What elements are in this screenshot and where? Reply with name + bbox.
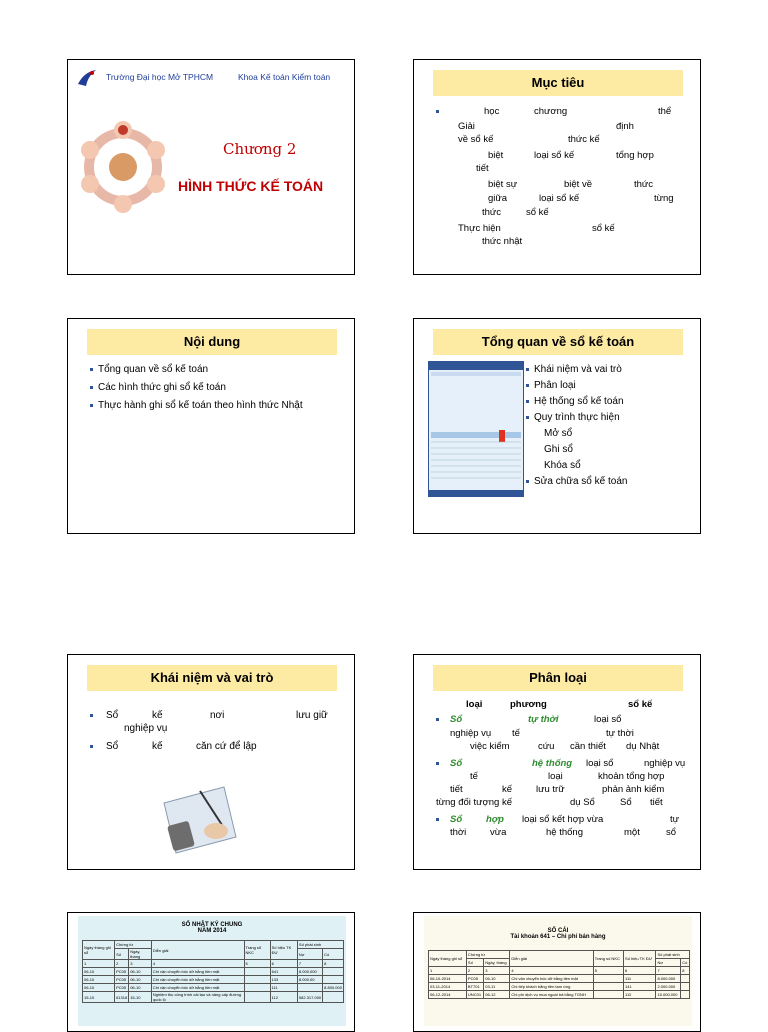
table-header: Số hiệu TK ĐƯ	[270, 941, 297, 960]
text-fragment: học	[484, 106, 500, 117]
slide-heading: Nội dung	[87, 329, 337, 355]
table-header: Chứng từ	[115, 941, 152, 949]
bullet-icon	[436, 110, 439, 113]
journal-title: SỔ NHẬT KÝ CHUNG	[181, 922, 243, 928]
text-fragment: tự thời	[606, 728, 634, 739]
table-row: 03-11-2014 BT701 03-11 Chi tiếp khách bằng tiền tạm ứng 141 2.000.000	[429, 983, 690, 991]
slide-heading: Mục tiêu	[433, 70, 683, 96]
text-fragment: về sổ kế	[458, 134, 494, 145]
slide-heading: Tổng quan về sổ kế toán	[433, 329, 683, 355]
text-fragment: tự	[670, 814, 679, 825]
text-fragment: tổng hợp	[616, 150, 654, 161]
list-item-label: Các hình thức ghi sổ kế toán	[98, 382, 226, 393]
slide-general-journal[interactable]	[67, 912, 355, 1032]
chapter-title: HÌNH THỨC KẾ TOÁN	[178, 178, 324, 194]
bullet-icon	[526, 384, 529, 387]
text-fragment: lưu giữ	[296, 710, 328, 721]
text-fragment: loại sổ	[586, 758, 614, 769]
text-fragment: hệ thống	[532, 758, 573, 769]
text-fragment: biệt về	[564, 179, 592, 190]
list-item-label: Thực hành ghi sổ kế toán theo hình thức Nhật	[98, 400, 303, 411]
text-fragment: hợp	[486, 814, 504, 825]
text-fragment: tiết	[450, 784, 463, 795]
slide-objectives[interactable]	[413, 59, 701, 275]
table-header: Nợ	[656, 959, 681, 967]
bullet-icon	[90, 404, 93, 407]
journal-table	[82, 940, 344, 1003]
list-item-label: Quy trình thực hiện	[534, 412, 620, 423]
bullet-icon	[526, 400, 529, 403]
text-fragment: thức nhật	[482, 236, 523, 247]
table-header: Số phát sinh	[656, 951, 690, 959]
text-fragment: Sổ	[106, 710, 119, 721]
sub-list-item: Ghi sổ	[544, 444, 573, 455]
sub-list-item: Khóa sổ	[544, 460, 581, 471]
text-fragment: tự thời	[528, 714, 559, 725]
school-name: Trường Đại học Mở TPHCM	[106, 72, 214, 82]
calculator-pen-image	[160, 781, 238, 859]
text-fragment: thức	[634, 179, 654, 190]
list-item	[526, 379, 576, 392]
text-fragment: tiết	[476, 163, 489, 174]
list-item	[526, 395, 624, 408]
slide-overview[interactable]	[413, 318, 701, 534]
slide-classification[interactable]	[413, 654, 701, 870]
table-header: Số phát sinh	[297, 941, 343, 949]
text-fragment: cứu	[538, 741, 555, 752]
list-item-label: Khái niệm và vai trò	[534, 364, 622, 375]
slide-general-ledger[interactable]	[413, 912, 701, 1032]
table-header: Nợ	[297, 949, 322, 960]
table-header: Số	[466, 959, 483, 967]
text-fragment: thức	[482, 207, 502, 218]
list-item	[526, 411, 620, 424]
text-fragment: Sổ	[106, 741, 119, 752]
text-fragment: chương	[534, 106, 568, 117]
text-fragment: Sổ	[450, 758, 463, 769]
list-item	[90, 399, 303, 412]
bullet-icon	[436, 818, 439, 821]
slide-heading: Khái niệm và vai trò	[87, 665, 337, 691]
table-header: Trang sổ NKC	[244, 941, 270, 960]
text-fragment: loại sổ kế	[534, 150, 575, 161]
ledger-table	[428, 950, 690, 999]
text-fragment: hệ thống	[546, 827, 583, 838]
text-fragment: thức kế	[568, 134, 600, 145]
spreadsheet-screenshot-image	[428, 361, 524, 497]
text-fragment: kế	[152, 741, 163, 752]
list-item	[90, 363, 208, 376]
table-row: 06-10-2014 PC05 06-10 Chi vận chuyển bốc dỡ bằng tiền mặt 111 8.000.000	[429, 975, 690, 983]
bullet-icon	[436, 762, 439, 765]
bullet-icon	[90, 386, 93, 389]
table-header: Diễn giải	[151, 941, 244, 960]
text-fragment: nơi	[210, 710, 225, 721]
slide-heading: Phân loại	[433, 665, 683, 691]
index-row: 1 2 3 4 5 6 7 8	[429, 967, 690, 975]
table-header: Trang số NKC	[593, 951, 623, 967]
table-header: Ngày tháng ghi sổ	[83, 941, 115, 960]
text-fragment: căn cứ để lập	[196, 741, 257, 752]
text-fragment: phản ảnh kiểm	[602, 784, 665, 795]
sub-list-item: Mở sổ	[544, 428, 573, 439]
list-item	[90, 381, 226, 394]
ledger-title: SỔ CÁI	[547, 928, 569, 934]
table-row: 15-10 61318 15-10 Nghiệm thu công trình cải tạo và nâng cấp đường quốc lộ 112 582.317.000	[83, 992, 344, 1003]
text-fragment: Giải	[458, 121, 475, 132]
list-item	[526, 475, 627, 488]
text-fragment: sổ kế	[628, 699, 653, 710]
text-fragment: dụ Nhật	[626, 741, 660, 752]
text-fragment: loại sổ kết hợp vừa	[522, 814, 604, 825]
journal-sheet	[78, 916, 346, 1026]
table-row: 06-12-2014 UNC01 06-12 Chi phí dịch vụ mua ngoài trả bằng TGNH 112 15.000.000	[429, 991, 690, 999]
text-fragment: định	[616, 121, 634, 132]
text-fragment: nghiệp vụ	[450, 728, 492, 739]
text-fragment: nghiệp vụ	[644, 758, 686, 769]
table-header: Số hiệu TK ĐƯ	[624, 951, 656, 967]
faculty-name: Khoa Kế toán Kiểm toán	[238, 72, 331, 82]
list-item-label: Hệ thống sổ kế toán	[534, 396, 624, 407]
text-fragment: tế	[512, 728, 520, 739]
text-fragment: dụ Sổ	[570, 797, 595, 808]
table-header: Ngày, tháng	[484, 959, 510, 967]
table-header: Chứng từ	[466, 951, 509, 959]
text-fragment: loại sổ kế	[539, 193, 580, 204]
text-fragment: kế	[152, 710, 163, 721]
text-fragment: phương	[510, 699, 547, 710]
text-fragment: thời	[450, 827, 467, 838]
text-fragment: biệt	[488, 150, 504, 161]
table-header: Ngày, tháng	[129, 949, 152, 960]
text-fragment: Sổ	[450, 714, 463, 725]
text-fragment: việc kiểm	[470, 741, 510, 752]
bullet-icon	[90, 368, 93, 371]
text-fragment: giữa	[488, 193, 508, 204]
table-header: Có	[681, 959, 690, 967]
text-fragment: loại sổ	[594, 714, 622, 725]
journal-year: NĂM 2014	[197, 928, 227, 934]
chapter-label: Chương 2	[223, 140, 297, 158]
text-fragment: tế	[470, 771, 478, 782]
table-header: Diễn giải	[510, 951, 593, 967]
slide-contents[interactable]	[67, 318, 355, 534]
table-row: 06-10 PC05 06-10 Chi vận chuyển bốc dỡ bằng tiền mặt 641 8.000.000	[83, 968, 344, 976]
text-fragment: sổ kế	[592, 223, 615, 234]
text-fragment: Sổ	[620, 797, 632, 808]
list-item-label: Sửa chữa sổ kế toán	[534, 476, 628, 487]
table-header: Số	[115, 949, 129, 960]
slide-title[interactable]	[67, 59, 355, 275]
table-row: 06-10 PC05 06-10 Chi vận chuyển bốc dỡ bằng tiền mặt 133 8.000.00	[83, 976, 344, 984]
text-fragment: lưu trữ	[536, 784, 565, 795]
index-row: 1 2 3 4 5 6 7 8	[83, 960, 344, 968]
list-item	[526, 363, 622, 376]
text-fragment: cần thiết	[570, 741, 606, 752]
text-fragment: sổ kế	[526, 207, 549, 218]
text-fragment: Thực hiện	[458, 223, 501, 234]
bullet-icon	[526, 480, 529, 483]
ledger-sheet	[424, 916, 692, 1026]
text-fragment: loại	[466, 699, 483, 710]
table-header: Có	[323, 949, 344, 960]
text-fragment: nghiệp vụ	[124, 723, 168, 734]
bullet-icon	[436, 718, 439, 721]
bullet-icon	[90, 714, 93, 717]
list-item-label: Tổng quan về sổ kế toán	[98, 364, 209, 375]
text-fragment: tiết	[650, 797, 663, 808]
text-fragment: một	[624, 827, 640, 838]
bullet-icon	[90, 745, 93, 748]
ledger-account: Tài khoản 641 – Chi phí bán hàng	[510, 934, 606, 940]
text-fragment: kế	[502, 784, 513, 795]
text-fragment: sổ	[666, 827, 677, 838]
text-fragment: thể	[658, 106, 672, 117]
bullet-icon	[526, 368, 529, 371]
table-header: Ngày tháng ghi sổ	[429, 951, 467, 967]
list-item-label: Phân loại	[534, 380, 576, 391]
text-fragment: loại	[548, 771, 563, 782]
text-fragment: từng đối tượng kế	[436, 797, 512, 808]
table-row: 06-10 PC05 06-10 Chi vận chuyển bốc dỡ bằng tiền mặt 111 8.800.000	[84, 985, 342, 990]
bullet-icon	[526, 416, 529, 419]
university-logo-icon	[76, 68, 98, 88]
text-fragment: từng	[654, 193, 674, 204]
text-fragment: khoản tổng hợp	[598, 771, 665, 782]
text-fragment: vừa	[490, 827, 507, 838]
slide-concept[interactable]	[67, 654, 355, 870]
text-fragment: biệt sự	[488, 179, 518, 190]
accounting-wheel-illustration	[76, 120, 171, 215]
text-fragment: Sổ	[450, 814, 463, 825]
